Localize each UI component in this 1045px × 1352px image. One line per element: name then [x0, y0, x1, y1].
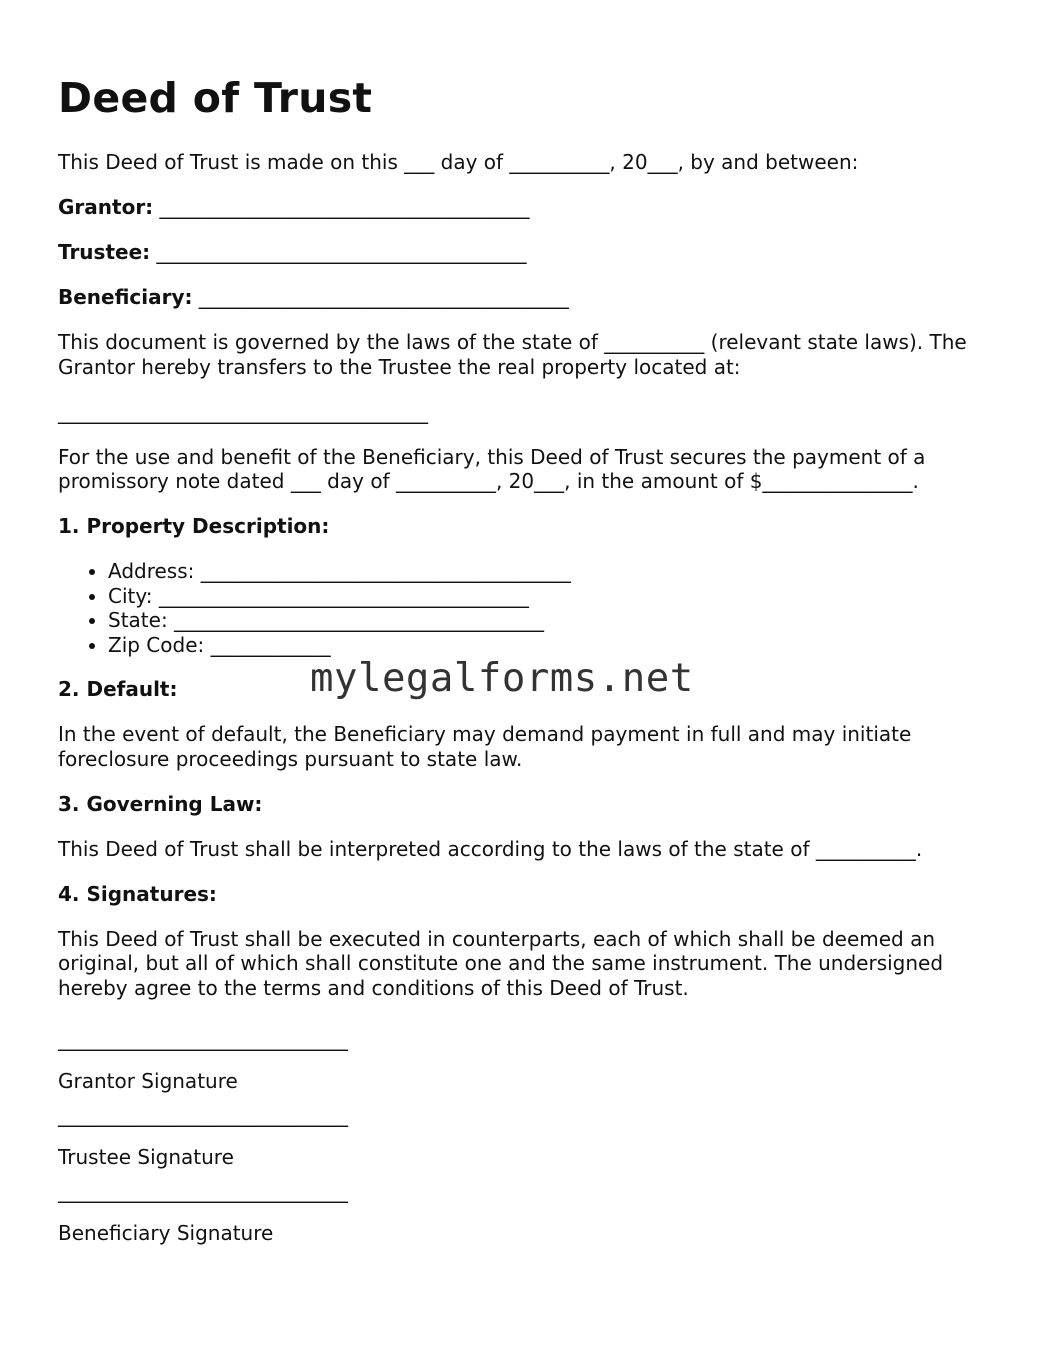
section-4-text: This Deed of Trust shall be executed in counterparts, each of which shall be deemed an original, but all of which shall constitute one and the same instrument. The undersigned hereby agree to the terms and conditions of this Deed of Trust.: [58, 926, 944, 1000]
property-location-blank: _____________________________________: [58, 399, 428, 424]
trustee-label: Trustee:: [58, 240, 151, 264]
trustee-signature-block: [58, 1103, 998, 1169]
grantor-field: [58, 195, 998, 220]
beneficiary-signature-line: _____________________________: [58, 1179, 348, 1203]
grantor-signature-line: _____________________________: [58, 1027, 348, 1051]
watermark: mylegalforms.net: [310, 656, 694, 701]
list-item-zip-code: • Zip Code: ____________: [108, 633, 998, 658]
section-1-heading: 1. Property Description:: [58, 514, 330, 538]
beneficiary-label: Beneficiary:: [58, 285, 193, 309]
trustee-blank: _____________________________________: [156, 240, 527, 264]
list-item-address: • Address: _____________________________________: [108, 559, 998, 584]
list-item-city: • City: _____________________________________: [108, 584, 998, 609]
beneficiary-blank: _____________________________________: [198, 285, 569, 309]
beneficiary-field: [58, 285, 998, 310]
section-4-heading: 4. Signatures:: [58, 881, 217, 906]
property-description-list: [58, 559, 998, 657]
grantor-signature-label: Grantor Signature: [58, 1068, 238, 1093]
grantor-blank: _____________________________________: [159, 195, 530, 219]
document-title: Deed of Trust: [58, 74, 373, 122]
section-2-text: In the event of default, the Beneficiary may demand payment in full and may initiate foreclosure proceedings pursuant to state law.: [58, 722, 912, 771]
grantor-signature-block: [58, 1027, 998, 1093]
section-3-heading: 3. Governing Law:: [58, 791, 263, 816]
intro-paragraph: This Deed of Trust is made on this ___ day of __________, 20___, by and between:: [58, 150, 859, 174]
section-2-heading: 2. Default:: [58, 677, 178, 701]
beneficiary-signature-block: [58, 1179, 998, 1245]
trustee-signature-label: Trustee Signature: [58, 1144, 234, 1169]
list-item-state: • State: _____________________________________: [108, 608, 998, 633]
trustee-field: [58, 240, 998, 265]
beneficiary-signature-label: Beneficiary Signature: [58, 1220, 274, 1245]
section-3-text: This Deed of Trust shall be interpreted according to the laws of the state of __________.: [58, 836, 923, 861]
trustee-signature-line: _____________________________: [58, 1103, 348, 1127]
governing-paragraph: This document is governed by the laws of the state of __________ (relevant state laws). The Grantor hereby transfers to the Trustee the real property located at:: [58, 330, 967, 379]
grantor-label: Grantor:: [58, 195, 154, 219]
benefit-paragraph: For the use and benefit of the Beneficiary, this Deed of Trust secures the payment of a promissory note dated ___ day of __________, 20___, in the amount of $_______________.: [58, 444, 926, 493]
